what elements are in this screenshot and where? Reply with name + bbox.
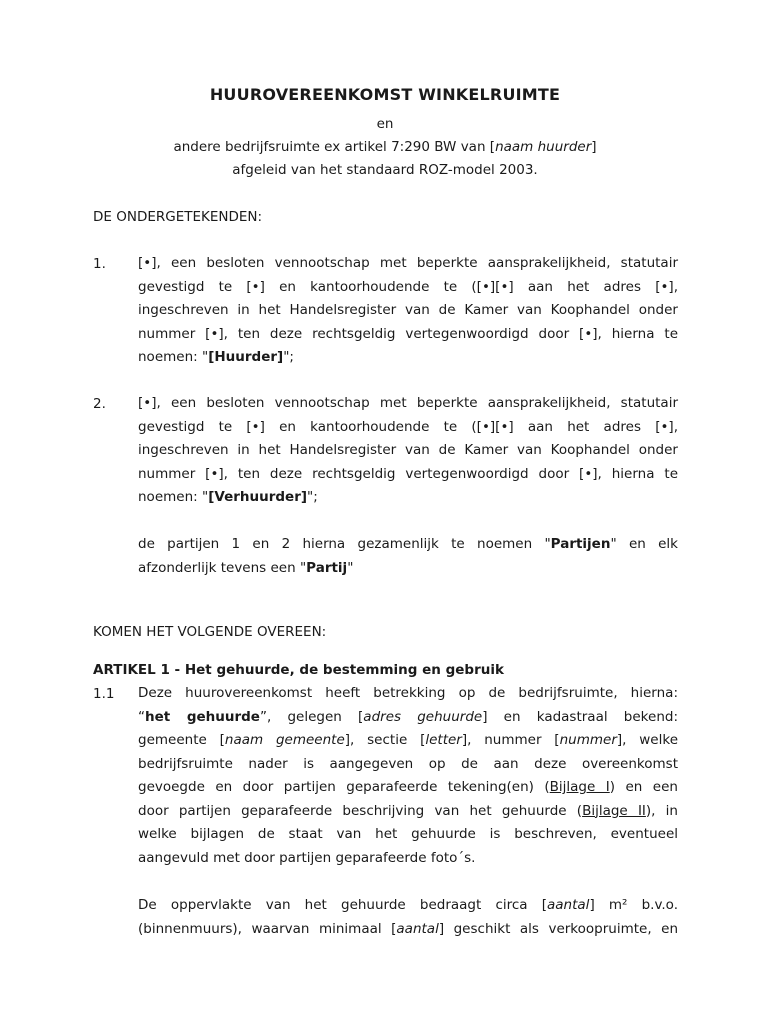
defined-term-partijen: Partijen <box>550 536 611 552</box>
text: afzonderlijk tevens een " <box>138 559 307 576</box>
paragraph-line: welke bijlagen de staat van het gehuurde is beschreven, eventueel <box>138 826 678 842</box>
paragraph-line: [•], een besloten vennootschap met beperkte aansprakelijkheid, statutair <box>138 395 678 411</box>
placeholder-naam-huurder: naam huurder <box>495 139 592 155</box>
text: " <box>347 559 354 576</box>
party-1-paragraph <box>138 252 678 370</box>
text: ] geschikt als verkoopruimte, en <box>438 920 678 937</box>
partijen-paragraph <box>138 533 678 580</box>
text: De oppervlakte van het gehuurde bedraagt circa [ <box>138 897 548 913</box>
placeholder-letter: letter <box>425 732 462 748</box>
defined-term-partij: Partij <box>306 559 348 576</box>
clause-1-1-paragraph <box>138 682 678 870</box>
reference-bijlage-i: Bijlage I <box>549 779 610 795</box>
text: ] m² b.v.o. <box>589 897 678 913</box>
subtitle-en: en <box>376 116 394 132</box>
subtitle-text: ] <box>591 139 597 155</box>
party-1-number: 1. <box>93 256 106 272</box>
placeholder-nummer: nummer <box>559 732 617 748</box>
placeholder-adres-gehuurde: adres gehuurde <box>363 708 483 725</box>
text: gevoegde en door partijen geparafeerde tekening(en) ( <box>138 779 550 795</box>
text: " en elk <box>610 536 678 552</box>
subtitle-line-3: afgeleid van het standaard ROZ-model 2003. <box>232 162 538 178</box>
defined-term-verhuurder: [Verhuurder] <box>208 489 308 505</box>
text: ], welke <box>616 732 678 748</box>
text: "; <box>283 349 294 365</box>
text: ], nummer [ <box>461 732 560 748</box>
paragraph-line <box>138 729 678 753</box>
text: ] en kadastraal bekend: <box>482 708 678 725</box>
paragraph-line: aangevuld met door partijen geparafeerde foto´s. <box>138 849 476 866</box>
paragraph-line <box>138 776 678 800</box>
subtitle-line-2 <box>0 139 770 155</box>
section-heading-komen: KOMEN HET VOLGENDE OVEREEN: <box>93 624 327 640</box>
text: gemeente [ <box>138 732 225 748</box>
text: de partijen 1 en 2 hierna gezamenlijk te noemen " <box>138 536 551 552</box>
defined-term-het-gehuurde: het gehuurde <box>145 708 260 725</box>
paragraph-line <box>138 346 678 370</box>
clause-1-1-oppervlakte-paragraph <box>138 894 678 941</box>
paragraph-line: gevestigd te [•] en kantoorhoudende te ([•][•] aan het adres [•], <box>138 418 678 435</box>
paragraph-line <box>138 486 678 510</box>
text: (binnenmuurs), waarvan minimaal [ <box>138 920 397 937</box>
paragraph-line: nummer [•], ten deze rechtsgeldig vertegenwoordigd door [•], hierna te <box>138 465 678 482</box>
paragraph-line <box>138 894 678 918</box>
placeholder-naam-gemeente: naam gemeente <box>224 732 345 748</box>
article-1-heading: ARTIKEL 1 - Het gehuurde, de bestemming en gebruik <box>93 662 504 678</box>
text: “ <box>138 708 145 725</box>
text: ], sectie [ <box>344 732 426 748</box>
reference-bijlage-ii: Bijlage II <box>582 802 646 819</box>
paragraph-line: gevestigd te [•] en kantoorhoudende te ([•][•] aan het adres [•], <box>138 278 678 295</box>
subtitle-text: andere bedrijfsruimte ex artikel 7:290 BW van [ <box>173 139 496 155</box>
text: ) en een <box>609 779 678 795</box>
text: ), in <box>645 802 678 819</box>
paragraph-line <box>138 918 678 942</box>
section-heading-ondergetekenden: DE ONDERGETEKENDEN: <box>93 209 263 225</box>
text: "; <box>307 489 318 505</box>
party-2-paragraph <box>138 392 678 510</box>
text: noemen: " <box>138 349 209 365</box>
paragraph-line <box>138 557 678 581</box>
text: noemen: " <box>138 489 209 505</box>
paragraph-line: ingeschreven in het Handelsregister van de Kamer van Koophandel onder <box>138 302 678 318</box>
paragraph-line: bedrijfsruimte nader is aangegeven op de aan deze overeenkomst <box>138 755 678 772</box>
document-title: HUUROVEREENKOMST WINKELRUIMTE <box>209 85 561 104</box>
defined-term-huurder: [Huurder] <box>208 349 284 365</box>
party-2-number: 2. <box>93 396 106 412</box>
paragraph-line <box>138 533 678 557</box>
paragraph-line <box>138 706 678 730</box>
paragraph-line <box>138 800 678 824</box>
placeholder-aantal: aantal <box>547 897 590 913</box>
paragraph-line: Deze huurovereenkomst heeft betrekking op de bedrijfsruimte, hierna: <box>138 685 678 701</box>
clause-1-1-number: 1.1 <box>93 686 115 702</box>
paragraph-line: [•], een besloten vennootschap met beperkte aansprakelijkheid, statutair <box>138 255 678 271</box>
paragraph-line: ingeschreven in het Handelsregister van de Kamer van Koophandel onder <box>138 442 678 458</box>
paragraph-line: nummer [•], ten deze rechtsgeldig vertegenwoordigd door [•], hierna te <box>138 325 678 342</box>
placeholder-aantal: aantal <box>396 920 439 937</box>
text: ”, gelegen [ <box>259 708 364 725</box>
text: door partijen geparafeerde beschrijving van het gehuurde ( <box>138 802 583 819</box>
